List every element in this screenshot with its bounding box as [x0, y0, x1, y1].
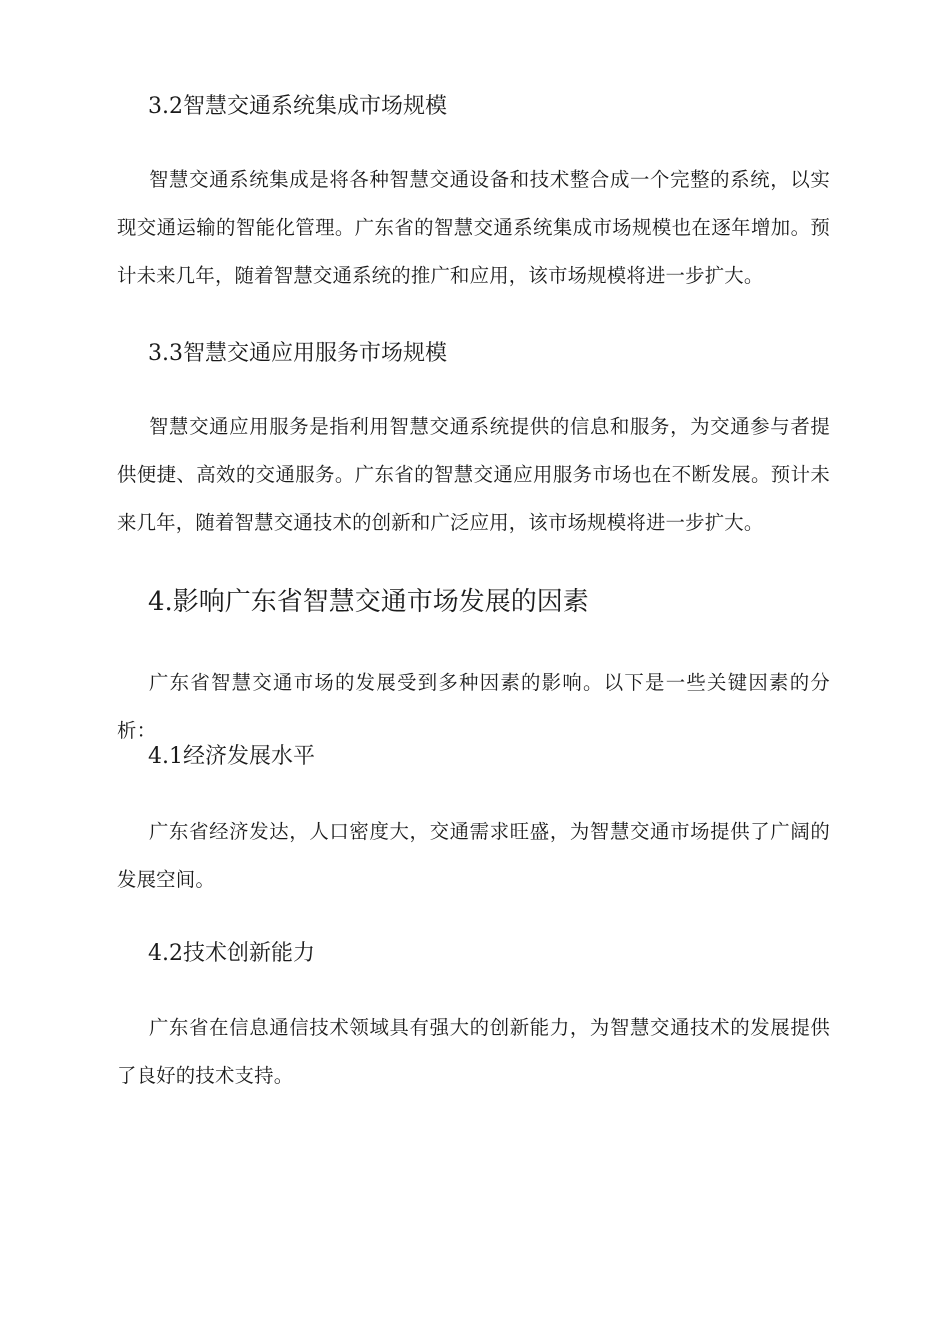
section-body-4-2: 广东省在信息通信技术领域具有强大的创新能力，为智慧交通技术的发展提供了良好的技术支持。: [117, 1016, 830, 1087]
section-heading-4-1: 4.1经济发展水平: [148, 744, 315, 769]
section-heading-3-2: 3.2智慧交通系统集成市场规模: [148, 94, 447, 119]
section-body-3-2: 智慧交通系统集成是将各种智慧交通设备和技术整合成一个完整的系统，以实现交通运输的智能化管理。广东省的智慧交通系统集成市场规模也在逐年增加。预计未来几年，随着智慧交通系统的推广和应用，该市场规模将进一步扩大。: [117, 168, 830, 287]
section-heading-4-2: 4.2技术创新能力: [148, 941, 315, 966]
section-body-4-1: 广东省经济发达，人口密度大，交通需求旺盛，为智慧交通市场提供了广阔的发展空间。: [117, 820, 830, 891]
section-body-4: 广东省智慧交通市场的发展受到多种因素的影响。以下是一些关键因素的分析：: [117, 671, 830, 742]
section-heading-4: 4.影响广东省智慧交通市场发展的因素: [148, 587, 589, 617]
section-heading-3-3: 3.3智慧交通应用服务市场规模: [148, 341, 447, 366]
section-body-3-3: 智慧交通应用服务是指利用智慧交通系统提供的信息和服务，为交通参与者提供便捷、高效的交通服务。广东省的智慧交通应用服务市场也在不断发展。预计未来几年，随着智慧交通技术的创新和广泛应用，该市场规模将进一步扩大。: [117, 415, 830, 534]
